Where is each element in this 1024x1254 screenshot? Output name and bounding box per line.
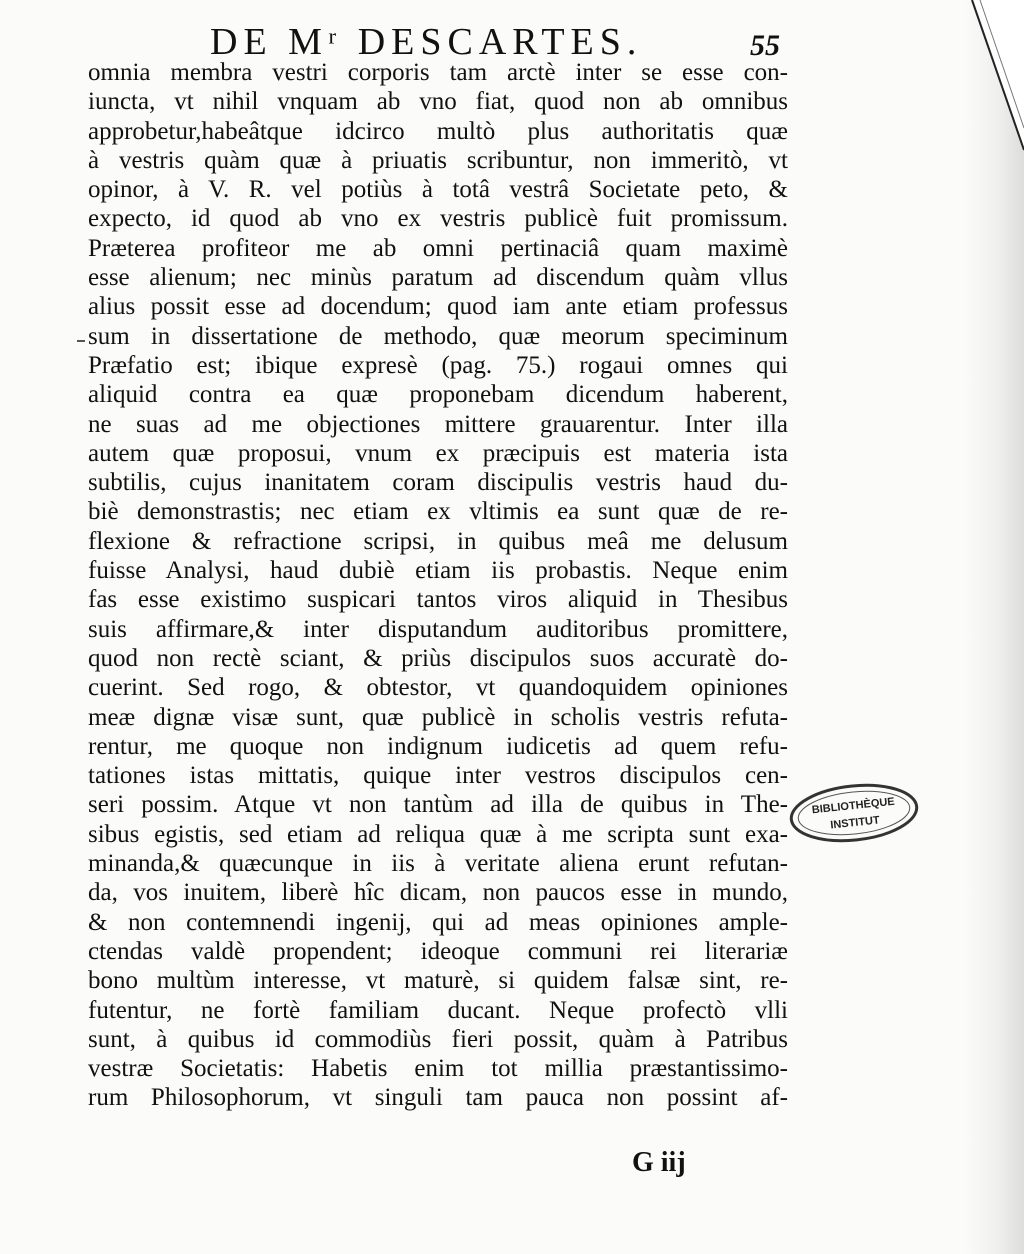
running-title: DE Mʳ DESCARTES. — [210, 21, 643, 63]
text-line: ne suas ad me objectiones mittere grauarentur. Inter illa — [88, 410, 788, 438]
text-line: ctendas valdè propendent; ideoque communi rei literariæ — [88, 937, 788, 965]
text-line: sibus egistis, sed etiam ad reliqua quæ à me scripta sunt exa- — [88, 820, 788, 848]
text-line: Præfatio est; ibique expresè (pag. 75.) rogaui omnes qui — [88, 351, 788, 379]
text-line: esse alienum; nec minùs paratum ad discendum quàm vllus — [88, 264, 788, 292]
margin-mark — [77, 340, 85, 342]
text-line: rentur, me quoque non indignum iudicetis ad quem refu- — [88, 732, 788, 760]
text-line: Præterea profiteor me ab omni pertinaciâ quam maximè — [88, 234, 788, 262]
text-line: alius possit esse ad docendum; quod iam ante etiam professus — [88, 293, 788, 321]
text-line: biè demonstrastis; nec etiam ex vltimis ea sunt quæ de re- — [88, 498, 788, 526]
text-line: rum Philosophorum, vt singuli tam pauca non possint af- — [88, 1084, 788, 1112]
text-line: fuisse Analysi, haud dubiè etiam iis probastis. Neque enim — [88, 557, 788, 585]
text-line: opinor, à V. R. vel potiùs à totâ vestrâ Societate peto, & — [88, 176, 788, 204]
text-line: approbetur,habeâtque idcirco multò plus authoritatis quæ — [88, 117, 788, 145]
library-stamp — [788, 782, 920, 844]
signature-mark: G iij — [632, 1147, 686, 1178]
text-line: & non contemnendi ingenij, qui ad meas opiniones ample- — [88, 908, 788, 936]
text-line: fas esse existimo suspicari tantos viros aliquid in Thesibus — [88, 586, 788, 614]
text-line: flexione & refractione scripsi, in quibus meâ me delusum — [88, 527, 788, 555]
page-corner-fold — [854, 0, 1024, 200]
text-line: vestræ Societatis: Habetis enim tot millia præstantissimo- — [88, 1055, 788, 1083]
text-line: suis affirmare,& inter disputandum auditoribus promittere, — [88, 615, 788, 643]
text-line: tationes istas mittatis, quique inter vestros discipulos cen- — [88, 762, 788, 790]
stamp-line-1: BIBLIOTHÈQUE — [811, 795, 896, 817]
text-line: futentur, ne fortè familiam ducant. Neque profectò vlli — [88, 996, 788, 1024]
stamp-line-2: INSTITUT — [829, 814, 881, 832]
text-line: expecto, id quod ab vno ex vestris publicè fuit promissum. — [88, 205, 788, 233]
text-line: sum in dissertatione de methodo, quæ meorum speciminum — [88, 322, 788, 350]
text-line: iuncta, vt nihil vnquam ab vno fiat, quod non ab omnibus — [88, 88, 788, 116]
text-line: minanda,& quæcunque in iis à veritate aliena erunt refutan- — [88, 850, 788, 878]
text-line: meæ dignæ visæ sunt, quæ publicè in scholis vestris refuta- — [88, 703, 788, 731]
text-line: omnia membra vestri corporis tam arctè inter se esse con- — [88, 59, 788, 86]
text-line: seri possim. Atque vt non tantùm ad illa de quibus in The- — [88, 791, 788, 819]
body-text — [88, 58, 788, 1113]
text-line: à vestris quàm quæ à priuatis scribuntur, non immeritò, vt — [88, 146, 788, 174]
text-line: aliquid contra ea quæ proponebam dicendum haberent, — [88, 381, 788, 409]
text-line: autem quæ proposui, vnum ex præcipuis est materia ista — [88, 439, 788, 467]
text-line: cuerint. Sed rogo, & obtestor, vt quandoquidem opiniones — [88, 674, 788, 702]
text-line: quod non rectè sciant, & priùs discipulos suos accuratè do- — [88, 644, 788, 672]
text-line: bono multùm interesse, vt maturè, si quidem falsæ sint, re- — [88, 967, 788, 995]
text-line: subtilis, cujus inanitatem coram discipulis vestris haud du- — [88, 469, 788, 497]
text-line: da, vos inuitem, liberè hîc dicam, non paucos esse in mundo, — [88, 879, 788, 907]
text-line: sunt, à quibus id commodiùs fieri possit, quàm à Patribus — [88, 1025, 788, 1053]
page-number: 55 — [750, 29, 780, 62]
